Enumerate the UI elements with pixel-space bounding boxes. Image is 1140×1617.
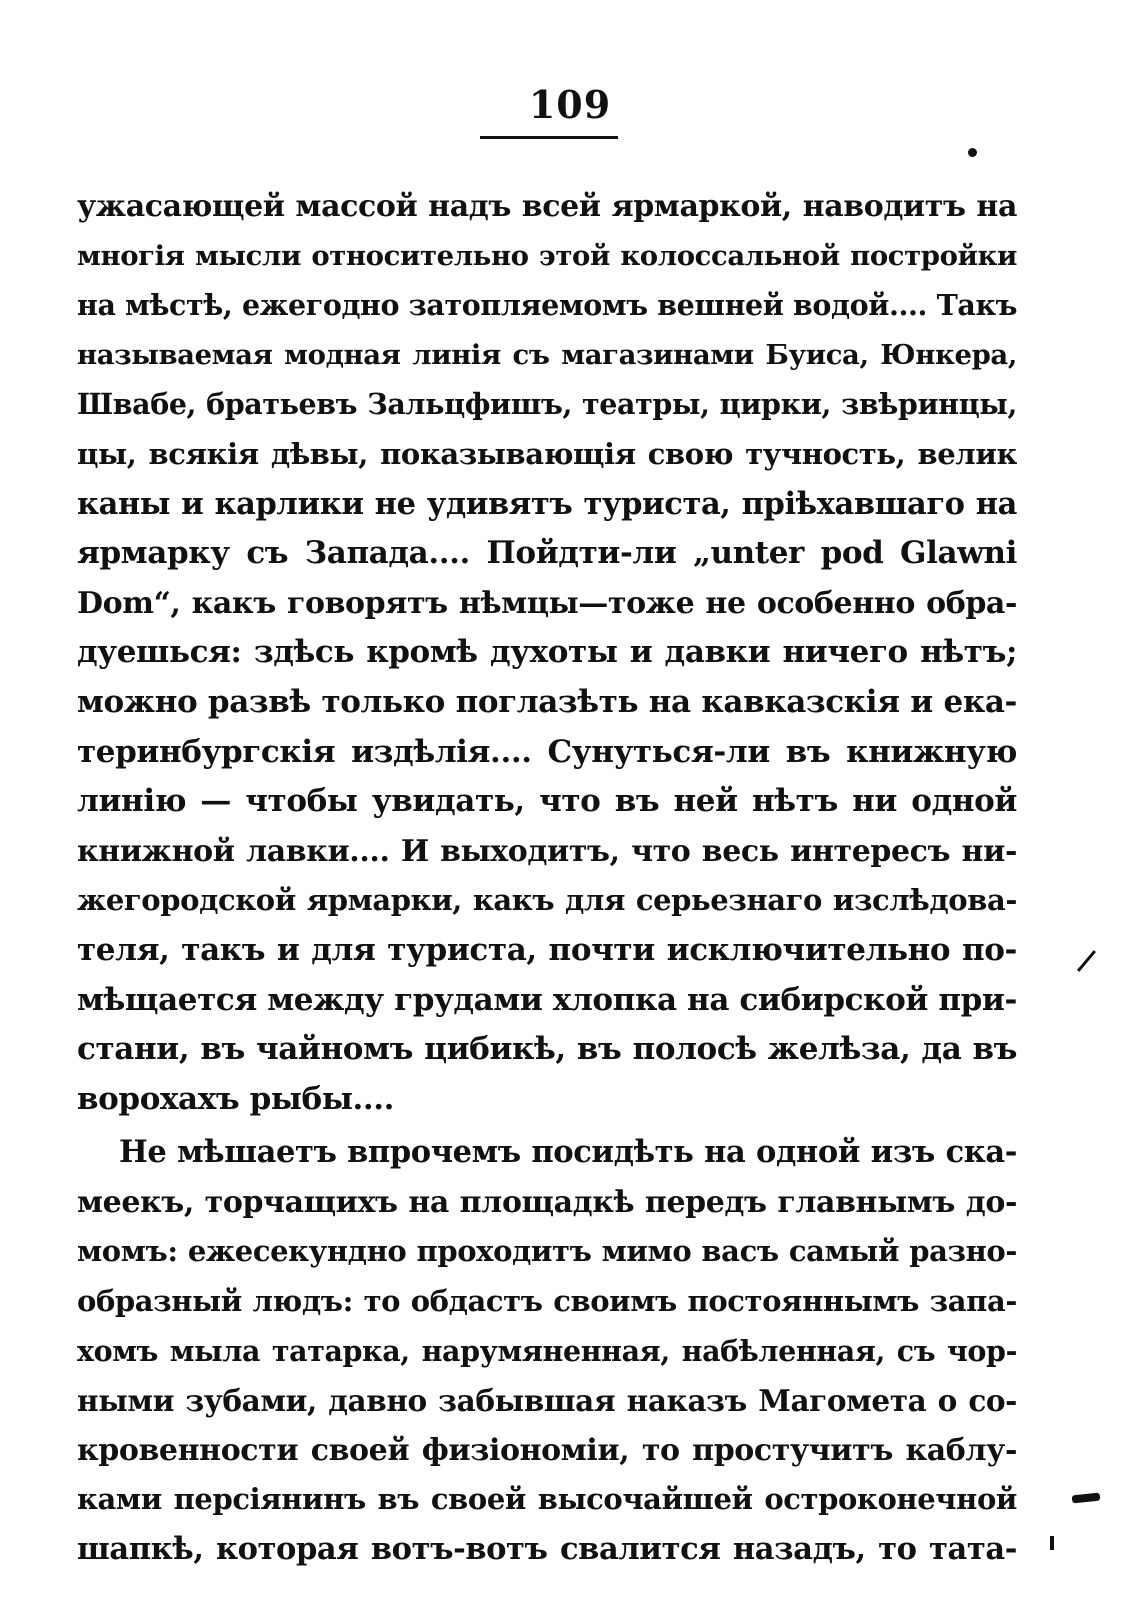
- text-line: жегородской ярмарки, какъ для серьезнаго изслѣдова-: [77, 883, 1017, 918]
- text-line: дуешься: здѣсь кромѣ духоты и давки ничего нѣтъ;: [77, 634, 1017, 671]
- text-line: называемая модная линія съ магазинами Буиса, Юнкера,: [77, 338, 1017, 371]
- ink-dash-mark: [1072, 1493, 1101, 1504]
- page-number-rule: [480, 136, 618, 139]
- text-line: меекъ, торчащихъ на площадкѣ передъ главнымъ до-: [77, 1184, 1017, 1220]
- text-line: каны и карлики не удивятъ туриста, пріѣхавшаго на: [77, 485, 1017, 522]
- paragraph-2: [77, 1128, 1017, 1574]
- text-line: цы, всякія дѣвы, показывающія свою тучность, велик: [77, 436, 1017, 471]
- text-line: хомъ мыла татарка, нарумяненная, набѣленная, съ чор-: [77, 1333, 1017, 1368]
- text-line: ворохахъ рыбы....: [77, 1080, 395, 1117]
- text-line: можно развѣ только поглазѣть на кавказскія и ека-: [77, 683, 1017, 720]
- paragraph-1: [77, 182, 1017, 1124]
- text-line: стани, въ чайномъ цибикѣ, въ полосѣ желѣза, да въ: [77, 1031, 1017, 1068]
- ink-dot-mark: [968, 148, 977, 157]
- pencil-stroke-mark: [1077, 950, 1096, 972]
- page-number: 109: [528, 82, 612, 127]
- text-line: образный людъ: то обдастъ своимъ постояннымъ запа-: [77, 1284, 1017, 1319]
- text-line: ками персіянинъ въ своей высочайшей остроконечной: [77, 1482, 1017, 1517]
- text-line: книжной лавки.... И выходитъ, что весь интересъ ни-: [77, 833, 1017, 869]
- text-line: линію — чтобы увидать, что въ ней нѣтъ ни одной: [77, 783, 1017, 820]
- text-line: теринбургскія издѣлія.... Сунуться-ли въ книжную: [77, 733, 1017, 770]
- text-line: ными зубами, давно забывшая наказъ Магомета о со-: [77, 1383, 1017, 1419]
- text-line: теля, такъ и для туриста, почти исключительно по-: [77, 931, 1017, 968]
- text-line: ужасающей массой надъ всей ярмаркой, наводитъ на: [77, 189, 1017, 224]
- body-text: [77, 182, 1017, 1575]
- text-line: ярмарку съ Запада.... Пойдти-ли „unter pod Glawni: [77, 535, 1017, 572]
- text-line: мѣщается между грудами хлопка на сибирской при-: [77, 981, 1017, 1018]
- text-line: Швабе, братьевъ Зальцфишъ, театры, цирки, звѣринцы,: [77, 387, 1017, 422]
- text-line: многія мысли относительно этой колоссальной постройки: [77, 239, 1017, 272]
- ink-tick-mark: [1050, 1536, 1054, 1550]
- text-line: кровенности своей физіономіи, то простучитъ каблу-: [77, 1432, 1017, 1468]
- text-line: на мѣстѣ, ежегодно затопляемомъ вешней водой.... Такъ: [77, 288, 1017, 323]
- text-line: Dom“, какъ говорятъ нѣмцы—тоже не особенно обра-: [77, 585, 1017, 621]
- text-line: момъ: ежесекундно проходитъ мимо васъ самый разно-: [77, 1234, 1017, 1269]
- text-line: Не мѣшаетъ впрочемъ посидѣть на одной изъ ска-: [119, 1134, 1017, 1171]
- text-line: шапкѣ, которая вотъ-вотъ свалится назадъ, то тата-: [77, 1531, 1017, 1568]
